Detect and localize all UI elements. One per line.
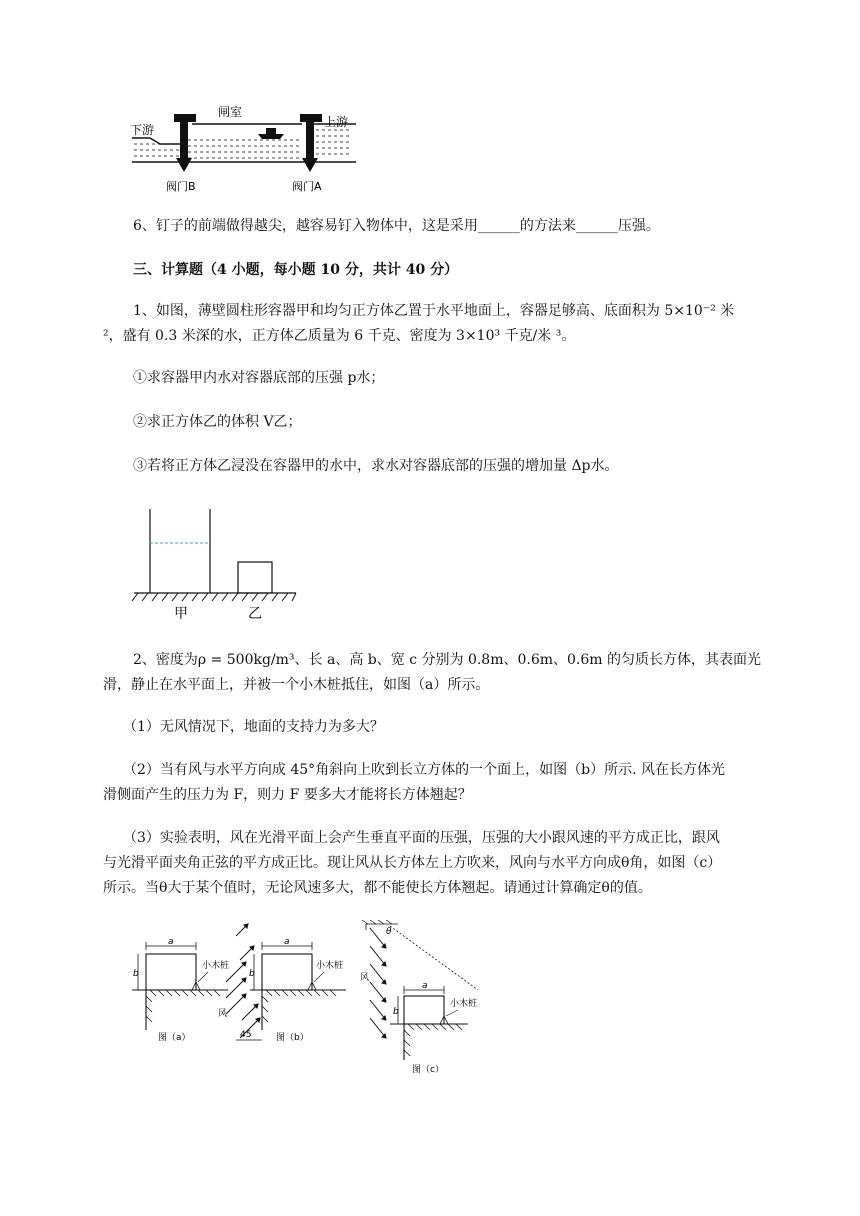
problem-2-line-1: 2、密度为ρ = 500kg/m³、长 a、高 b、宽 c 分别为 0.8m、0.6m、0.6m 的匀质长方体，其表面光	[133, 652, 762, 668]
problem-1-question-c: ③若将正方体乙浸没在容器甲的水中，求水对容器底部的压强的增加量 Δp水。	[133, 458, 619, 474]
problem-2-question-2-line-1: （2）当有风与水平方向成 45°角斜向上吹到长立方体的一个面上，如图（b）所示. 风在长方体光	[123, 762, 726, 778]
downstream-label: 下游	[130, 123, 155, 137]
problem-1-line-1: 1、如图，薄壁圆柱形容器甲和均匀正方体乙置于水平地面上，容器足够高、底面积为 5×10⁻² 米	[133, 303, 735, 319]
svg-text:b: b	[393, 1007, 399, 1017]
svg-text:b: b	[133, 969, 139, 979]
svg-text:风: 风	[360, 973, 370, 983]
valve-a-label: 阀门A	[292, 180, 322, 193]
upstream-label: 上游	[324, 115, 349, 129]
figure-c	[360, 920, 478, 1075]
problem-1-question-b: ②求正方体乙的体积 V乙；	[133, 414, 302, 430]
svg-text:a: a	[422, 981, 428, 991]
svg-text:小木桩: 小木桩	[316, 961, 344, 971]
svg-text:a: a	[168, 937, 174, 947]
problem-2-question-3-line-3: 所示。当θ大于某个值时，无论风速多大，都不能使长方体翘起。请通过计算确定θ的值。	[103, 880, 652, 896]
container-cube-figure	[130, 505, 300, 625]
label-jia: 甲	[174, 606, 188, 622]
svg-text:小木桩: 小木桩	[202, 961, 230, 971]
question-6: 6、钉子的前端做得越尖，越容易钉入物体中，这是采用______的方法来______压强。	[133, 218, 660, 234]
wind-block-figures	[128, 920, 508, 1080]
figure-b	[249, 937, 346, 1043]
svg-text:45: 45	[240, 1030, 252, 1040]
svg-text:图（b）: 图（b）	[276, 1033, 309, 1043]
problem-2-question-3-line-2: 与光滑平面夹角正弦的平方成正比。现让风从长方体左上方吹来，风向与水平方向成θ角，如图（c）	[103, 855, 722, 871]
ship-lock-figure	[130, 100, 360, 195]
problem-2-question-2-line-2: 滑侧面产生的压力为 F，则力 F 要多大才能将长方体翘起？	[103, 787, 472, 803]
svg-text:θ: θ	[386, 927, 392, 937]
valve-b-label: 阀门B	[166, 180, 196, 193]
figure-a	[132, 937, 229, 1043]
problem-2-question-3-line-1: （3）实验表明，风在光滑平面上会产生垂直平面的压强，压强的大小跟风速的平方成正比，跟风	[123, 830, 720, 846]
label-yi: 乙	[248, 606, 262, 622]
problem-1-question-a: ①求容器甲内水对容器底部的压强 p水；	[133, 370, 385, 386]
problem-2-question-1: （1）无风情况下，地面的支持力为多大？	[123, 719, 384, 735]
problem-2-line-2: 滑，静止在水平面上，并被一个小木桩抵住，如图（a）所示。	[103, 677, 490, 693]
svg-text:图（a）: 图（a）	[158, 1033, 191, 1043]
svg-text:b: b	[249, 969, 255, 979]
svg-text:风: 风	[218, 1009, 228, 1019]
svg-text:a: a	[284, 937, 290, 947]
problem-1-line-2: ²，盛有 0.3 米深的水，正方体乙质量为 6 千克、密度为 3×10³ 千克/米 ³。	[103, 328, 576, 344]
svg-text:图（c）: 图（c）	[412, 1065, 444, 1075]
chamber-label: 闸室	[218, 105, 243, 119]
section-3-title: 三、计算题（4 小题，每小题 10 分，共计 40 分）	[133, 262, 459, 278]
svg-text:小木桩: 小木桩	[450, 999, 478, 1009]
